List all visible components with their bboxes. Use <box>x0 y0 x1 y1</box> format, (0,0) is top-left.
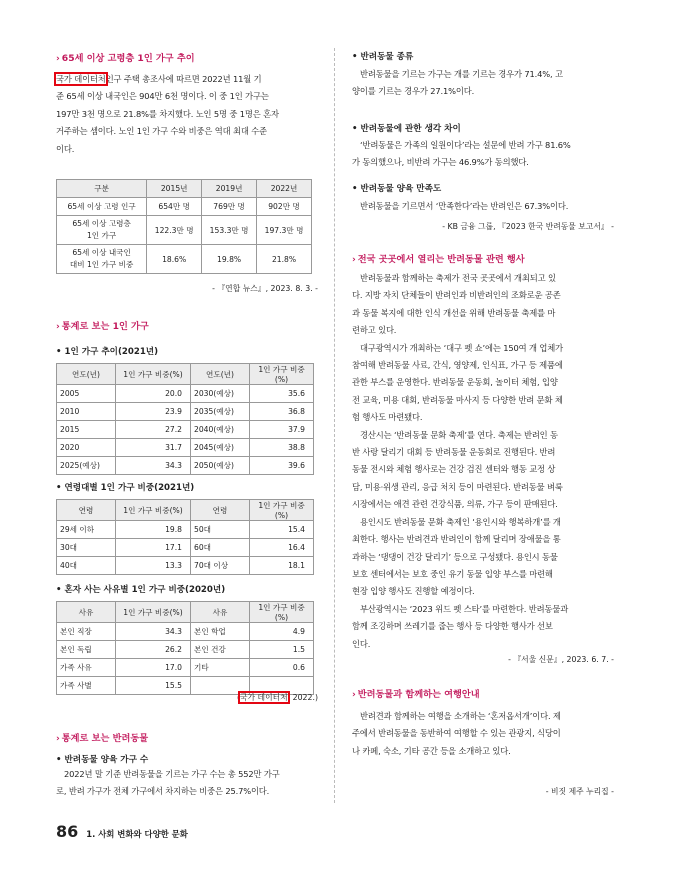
column-divider <box>334 48 335 803</box>
source-credit-visitjeju: - 비짓 제주 누리집 - <box>545 787 614 796</box>
subheading-opinion: • 반려동물에 관한 생각 차이 <box>352 124 461 134</box>
table-row: 본인 직장 34.3 본인 학업 4.9 <box>57 623 314 641</box>
highlighted-source: 국가 데이터처 <box>240 693 288 702</box>
table-row: 65세 이상 내국인 대비 1인 가구 비중 18.6% 19.8% 21.8% <box>57 245 312 274</box>
elderly-paragraph: 국가 데이터처인구 주택 총조사에 따르면 2022년 11월 기 준 65세 이상 내국인은 904만 6천 명이다. 이 중 1인 가구는 197만 3천 명으로 21.8%를 차지했다. 노인 5명 중 1명은 혼자 거주하는 셈이다. 노인 1인 가구 수와 비중은 역대 최대 수준 이다. <box>56 74 279 154</box>
trend-table: 연도(년) 1인 가구 비중(%) 연도(년) 1인 가구 비중(%) 2005 20.0 2030(예상) 35.6 2010 23.9 2035(예상) 36.8 2015 27.2 2040(예상) 37.9 2020 31.7 2045(예상) 38.8 2025(예상) 34.3 2050(예상) 39.6 <box>56 363 314 475</box>
arrow-icon: › <box>352 254 356 265</box>
page-footer <box>56 822 188 841</box>
subheading-trend: • 1인 가구 추이(2021년) <box>56 347 159 357</box>
arrow-icon: › <box>56 733 60 744</box>
source-credit-seoul: - 『서울 신문』, 2023. 6. 7. - <box>508 655 614 664</box>
satisfaction-paragraph: 반려동물을 기르면서 ‘만족한다’라는 반려인은 67.3%이다. <box>360 201 569 211</box>
table-row: 2010 23.9 2035(예상) 36.8 <box>57 403 314 421</box>
highlighted-source: 국가 데이터처 <box>56 74 106 84</box>
source-credit: - 『연합 뉴스』, 2023. 8. 3. - <box>212 284 318 293</box>
table-row: 29세 이하 19.8 50대 15.4 <box>57 521 314 539</box>
section-heading-events: › 전국 곳곳에서 열리는 반려동물 관련 행사 <box>352 254 525 265</box>
subheading-age: • 연령대별 1인 가구 비중(2021년) <box>56 483 195 493</box>
elderly-table: 구분 2015년 2019년 2022년 65세 이상 고령 인구 654만 명 769만 명 902만 명 65세 이상 고령층 1인 가구 122.3만 명 153.3만 명 197.3만 명 65세 이상 내국인 대비 1인 가구 비중 18.6% 19.8% 21.8% <box>56 179 312 274</box>
arrow-icon: › <box>56 321 60 332</box>
travel-paragraph: 반려견과 함께하는 여행을 소개하는 ‘혼저옵서개’이다. 제 주에서 반려동물을 동반하여 여행할 수 있는 관광지, 식당이 나 카페, 숙소, 기타 공간 등을 소개하고 있다. <box>352 711 561 756</box>
pet-households-paragraph: 2022년 말 기준 반려동물을 기르는 가구 수는 총 552만 가구 로, 반려 가구가 전체 가구에서 차지하는 비중은 25.7%이다. <box>56 769 280 797</box>
table-row: 본인 독립 26.2 본인 건강 1.5 <box>57 641 314 659</box>
reason-table: 사유 1인 가구 비중(%) 사유 1인 가구 비중(%) 본인 직장 34.3 본인 학업 4.9 본인 독립 26.2 본인 건강 1.5 가족 사유 17.0 기타 0.6 가족 사별 15.5 <box>56 601 314 695</box>
subheading-pet-households: • 반려동물 양육 가구 수 <box>56 755 149 765</box>
table-row: 2005 20.0 2030(예상) 35.6 <box>57 385 314 403</box>
events-paragraph: 반려동물과 함께하는 축제가 전국 곳곳에서 개최되고 있 다. 지방 자치 단체들이 반려인과 비반려인의 조화로운 공존 과 동물 복지에 대한 인식 개선을 위해 반려동물 축제를 마 련하고 있다. 대구광역시가 개최하는 ‘대구 펫 쇼’에는 150여 개 업체가 참여해 반려동물 사료, 간식, 영양제, 인식표, 가구 등 제품에 관한 부스를 운영한다. 반려동물 운동회, 놀이터 체험, 입양 전 교육, 미용 대회, 반려동물 마사지 등 다양한 반려 문화 체 험 행사도 마련됐다. 경산시는 ‘반려동물 문화 축제’를 연다. 축제는 반려인 동 반 사랑 달리기 대회 등 반려동물 운동회로 진행된다. 반려 동물 전시와 체험 행사로는 건강 검진 센터와 행동 교정 상 담, 미용·위생 관리, 응급 처치 등이 마련된다. 반려동물 벼룩 시장에서는 애견 관련 건강식품, 의류, 가구 등이 판매된다. 용인시도 반려동물 문화 축제인 ‘용인시와 행복하개’를 개 최한다. 행사는 반려견과 반려인이 함께 달리며 장애물을 통 과하는 ‘댕댕이 건강 달리기’ 등으로 구성됐다. 용인시 동물 보호 센터에서는 보호 중인 유기 동물 입양 부스를 마련해 현장 입양 행사도 진행할 예정이다. 부산광역시는 ‘2023 위드 펫 스타’를 마련한다. 반려동물과 함께 조깅하며 쓰레기를 줍는 행사 등 다양한 행사가 선보 인다. <box>352 273 569 649</box>
table-row: 2025(예상) 34.3 2050(예상) 39.6 <box>57 457 314 475</box>
subheading-satisfaction: • 반려동물 양육 만족도 <box>352 184 442 194</box>
section-heading-pets-stats: › 통계로 보는 반려동물 <box>56 733 149 744</box>
table-row: 가족 사별 15.5 <box>57 677 314 695</box>
section-heading-travel: › 반려동물과 함께하는 여행안내 <box>352 689 480 700</box>
arrow-icon: › <box>56 53 60 64</box>
table-row: 65세 이상 고령 인구 654만 명 769만 명 902만 명 <box>57 198 312 216</box>
table-row: 40대 13.3 70대 이상 18.1 <box>57 557 314 575</box>
subheading-pet-kinds: • 반려동물 종류 <box>352 52 414 62</box>
arrow-icon: › <box>352 689 356 700</box>
section-heading-single-household: › 통계로 보는 1인 가구 <box>56 321 149 332</box>
pet-kinds-paragraph: 반려동물을 기르는 가구는 개를 기르는 경우가 71.4%, 고 양이를 기르는 경우가 27.1%이다. <box>352 69 563 97</box>
subheading-reason: • 혼자 사는 사유별 1인 가구 비중(2020년) <box>56 585 226 595</box>
table-row: 2015 27.2 2040(예상) 37.9 <box>57 421 314 439</box>
opinion-paragraph: ‘반려동물은 가족의 일원이다’라는 설문에 반려 가구 81.6% 가 동의했으나, 비반려 가구는 46.9%가 동의했다. <box>352 140 571 168</box>
chapter-title: 1. 사회 변화와 다양한 문화 <box>86 829 188 839</box>
table-row: 가족 사유 17.0 기타 0.6 <box>57 659 314 677</box>
section-heading-elderly: › 65세 이상 고령층 1인 가구 추이 <box>56 53 195 64</box>
source-credit-stats: (국가 데이터처, 2022.) <box>236 693 318 702</box>
page-number: 86 <box>56 822 79 841</box>
table-row: 2020 31.7 2045(예상) 38.8 <box>57 439 314 457</box>
table-row: 65세 이상 고령층 1인 가구 122.3만 명 153.3만 명 197.3만 명 <box>57 216 312 245</box>
table-row: 30대 17.1 60대 16.4 <box>57 539 314 557</box>
source-credit-kb: - KB 금융 그룹, 『2023 한국 반려동물 보고서』 - <box>442 222 614 231</box>
age-table: 연령 1인 가구 비중(%) 연령 1인 가구 비중(%) 29세 이하 19.8 50대 15.4 30대 17.1 60대 16.4 40대 13.3 70대 이상 18.1 <box>56 499 314 575</box>
